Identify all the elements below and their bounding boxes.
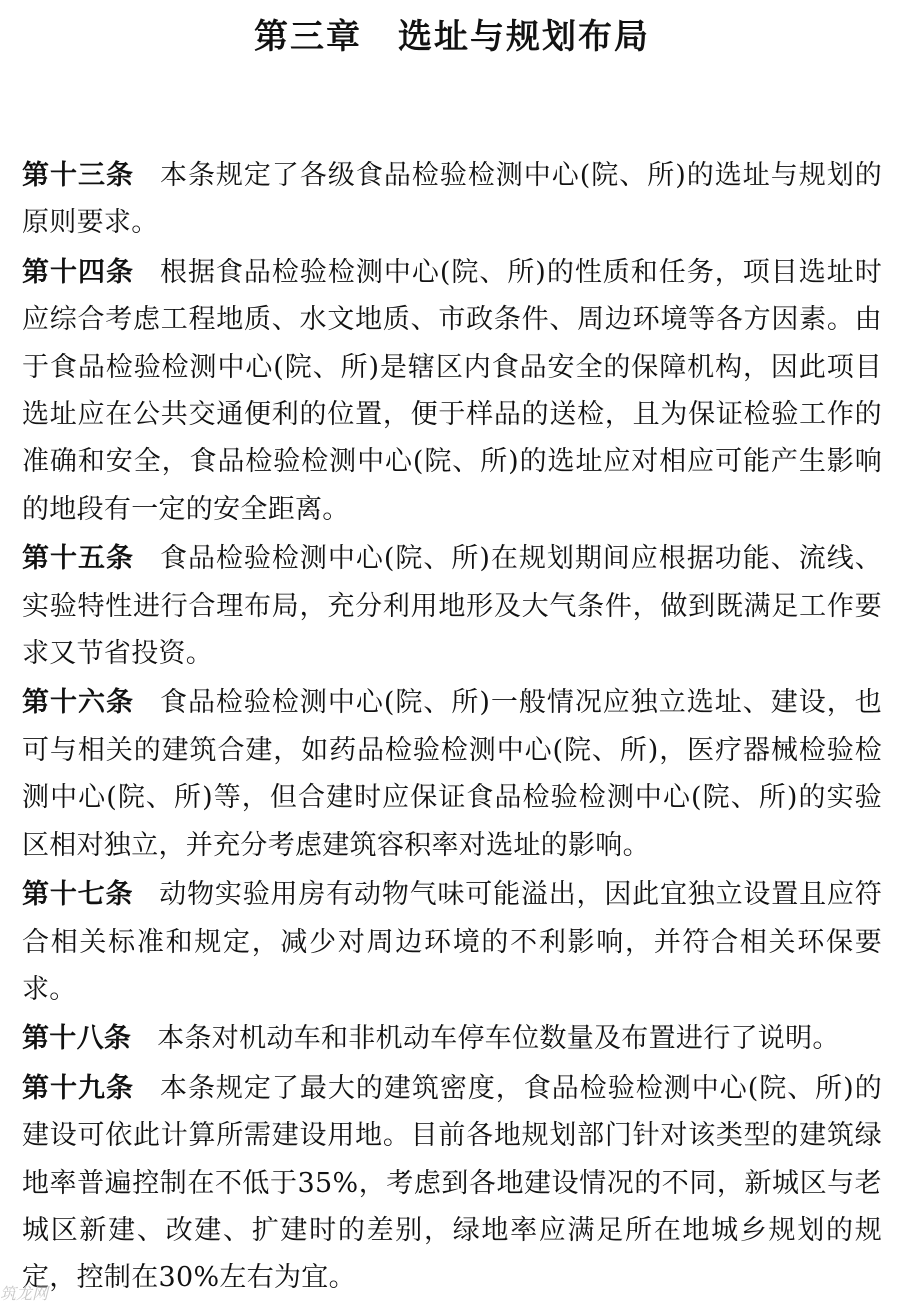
- article-16: [22, 679, 882, 869]
- article-text: 本条对机动车和非机动车停车位数量及布置进行了说明。: [157, 1023, 840, 1055]
- articles-list: [22, 152, 882, 1304]
- article-number: 第十九条: [22, 1072, 134, 1104]
- article-text: 食品检验检测中心(院、所)一般情况应独立选址、建设，也可与相关的建筑合建，如药品检验检测中心(院、所)，医疗器械检验检测中心(院、所)等，但合建时应保证食品检验检测中心(院、所)的实验区相对独立，并充分考虑建筑容积率对选址的影响。: [22, 687, 882, 861]
- article-text: 动物实验用房有动物气味可能溢出，因此宜独立设置且应符合相关标准和规定，减少对周边环境的不利影响，并符合相关环保要求。: [22, 879, 882, 1005]
- article-number: 第十五条: [22, 543, 134, 575]
- chapter-title: 第三章 选址与规划布局: [254, 17, 650, 57]
- article-text: 本条规定了各级食品检验检测中心(院、所)的选址与规划的原则要求。: [22, 160, 882, 239]
- article-18: [22, 1015, 882, 1062]
- article-number: 第十八条: [22, 1023, 132, 1055]
- watermark: 筑龙网: [0, 1284, 49, 1303]
- article-text: 本条规定了最大的建筑密度，食品检验检测中心(院、所)的建设可依此计算所需建设用地。目前各地规划部门针对该类型的建筑绿地率普遍控制在不低于35%，考虑到各地建设情况的不同，新城区与老城区新建、改建、扩建时的差别，绿地率应满足所在地城乡规划的规定，控制在30%左右为宜。: [22, 1072, 882, 1294]
- article-number: 第十七条: [22, 879, 134, 911]
- article-14: [22, 249, 882, 533]
- article-19: [22, 1065, 882, 1302]
- article-17: [22, 871, 882, 1013]
- article-text: 食品检验检测中心(院、所)在规划期间应根据功能、流线、实验特性进行合理布局，充分利用地形及大气条件，做到既满足工作要求又节省投资。: [22, 543, 882, 670]
- article-number: 第十四条: [22, 256, 134, 288]
- article-15: [22, 535, 882, 677]
- article-13: [22, 152, 882, 247]
- article-text: 根据食品检验检测中心(院、所)的性质和任务，项目选址时应综合考虑工程地质、水文地质、市政条件、周边环境等各方因素。由于食品检验检测中心(院、所)是辖区内食品安全的保障机构，因此项目选址应在公共交通便利的位置，便于样品的送检，且为保证检验工作的准确和安全，食品检验检测中心(院、所)的选址应对相应可能产生影响的地段有一定的安全距离。: [22, 256, 882, 525]
- article-number: 第十三条: [22, 160, 134, 191]
- article-number: 第十六条: [22, 687, 134, 719]
